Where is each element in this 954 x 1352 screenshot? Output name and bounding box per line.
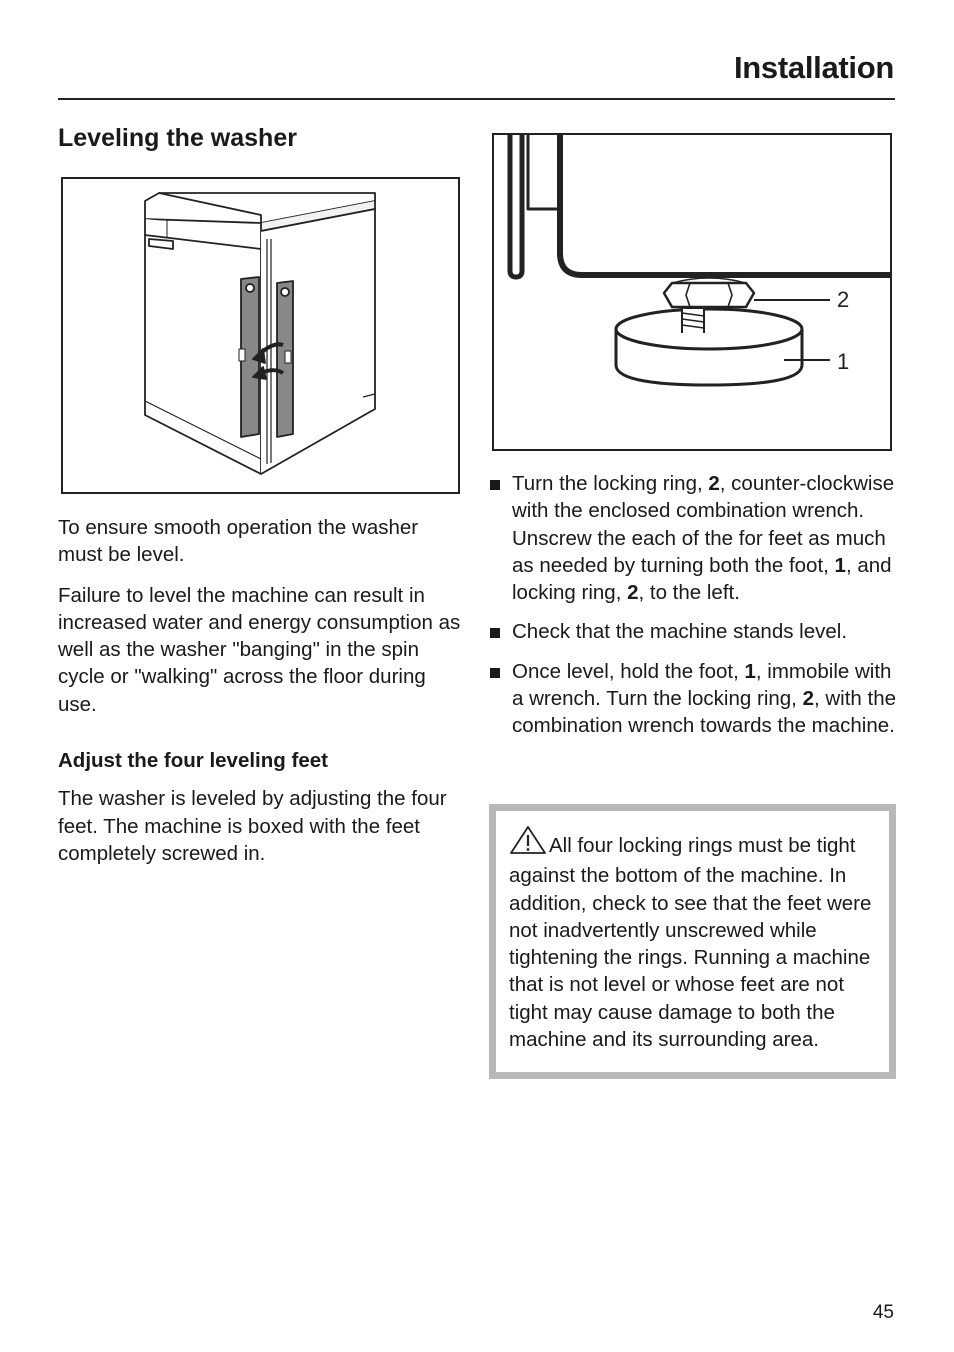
intro-paragraph-2: Failure to level the machine can result in increased water and energy consumption as well as the washer "banging" in the spin cycle or "walking" across the floor during use. <box>58 583 461 716</box>
washer-illustration <box>61 177 460 494</box>
left-column <box>58 514 468 880</box>
section-title: Leveling the washer <box>58 124 297 152</box>
leveling-foot-drawing <box>494 135 890 449</box>
header-rule <box>58 98 895 100</box>
page-number: 45 <box>872 1302 894 1323</box>
warning-triangle-icon <box>509 825 547 862</box>
warning-text: All four locking rings must be tight against the bottom of the machine. In addition, check to see that the feet were not inadvertently unscrewed while tightening the rings. Running a machine that is not level or whose feet are not tight may cause damage to both the machine and its surrounding area. <box>509 834 872 1052</box>
intro-paragraph-1: To ensure smooth operation the washer must be level. <box>58 516 419 567</box>
step-item: Turn the locking ring, 2, counter-clockwise with the enclosed combination wrench. Unscrew the each of the for feet as much as needed by turning both the foot, 1, and locking ring, 2, to the left. <box>490 470 900 606</box>
page-header-title: Installation <box>733 50 894 85</box>
bullet-square-icon <box>490 628 500 638</box>
adjust-heading: Adjust the four leveling feet <box>58 749 328 773</box>
bullet-square-icon <box>490 668 500 678</box>
warning-box <box>489 804 896 1079</box>
step-item: Once level, hold the foot, 1, immobile with a wrench. Turn the locking ring, 2, with the combination wrench towards the machine. <box>490 658 900 740</box>
label-foot: 1 <box>837 349 850 374</box>
step-item: Check that the machine stands level. <box>490 618 900 645</box>
instruction-steps <box>490 470 900 752</box>
leveling-foot-illustration <box>492 133 892 451</box>
adjust-paragraph: The washer is leveled by adjusting the four feet. The machine is boxed with the feet completely screwed in. <box>58 787 447 865</box>
bullet-square-icon <box>490 480 500 490</box>
washer-drawing <box>63 179 458 492</box>
label-locking-ring: 2 <box>837 287 850 312</box>
